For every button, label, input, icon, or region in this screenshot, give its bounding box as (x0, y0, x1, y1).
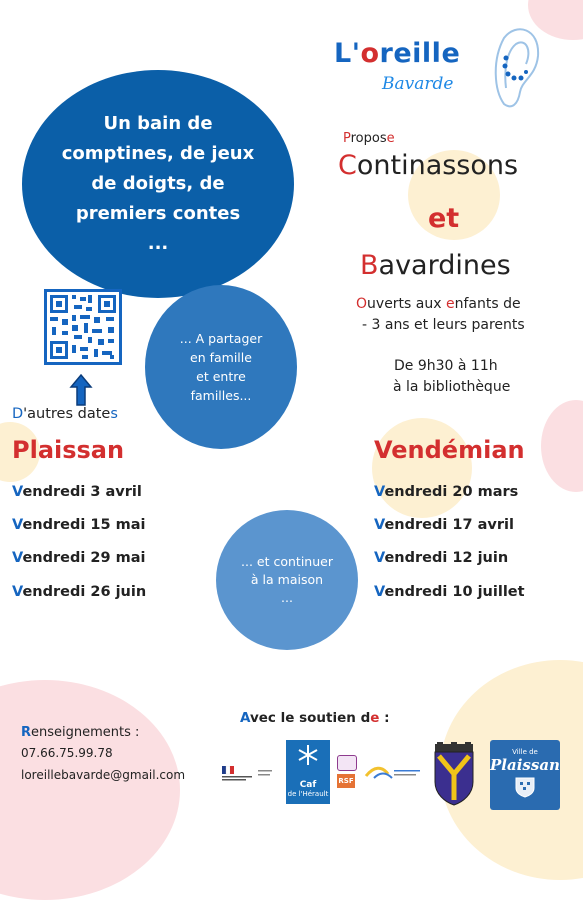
ear-icon (484, 20, 544, 112)
audience-line1: Ouverts aux enfants de (356, 296, 521, 312)
rsf-logo: RSF (337, 774, 355, 788)
plaissan-date-4: Vendredi 26 juin (12, 584, 147, 600)
contact-email[interactable]: loreillebavarde@gmail.com (21, 768, 186, 782)
plaissan-date-2: Vendredi 15 mai (12, 517, 146, 533)
plaissan-date-3: Vendredi 29 mai (12, 550, 146, 566)
deco-pink-bottom-left (0, 680, 180, 900)
snowflake-icon (296, 744, 320, 766)
deco-cream-vendemian (372, 418, 472, 518)
sponsor-wave-logo (364, 764, 424, 782)
share-circle: ... A partager en famille et entre familles... (145, 285, 297, 449)
title-and: et (428, 203, 460, 234)
logo-title: L'oreille (334, 38, 461, 69)
shield-icon (514, 776, 536, 798)
sponsor-small-logo (337, 755, 357, 771)
plaissan-village-logo: Ville de Plaissan (490, 740, 560, 810)
coat-of-arms-logo (431, 742, 477, 806)
home-circle: ... et continuer à la maison ... (216, 510, 358, 650)
deco-pink-right (541, 400, 583, 492)
support-heading: Avec le soutien de : (240, 710, 390, 726)
intro-circle: Un bain de comptines, de jeux de doigts, de premiers contes ... (22, 70, 294, 298)
vendemian-heading: Vendémian (374, 436, 525, 464)
contact-title: Renseignements : (21, 725, 140, 740)
vendemian-date-1: Vendredi 20 mars (374, 484, 519, 500)
title-bavardines: Bavardines (360, 250, 511, 281)
logo-subtitle: Bavarde (382, 74, 454, 94)
vendemian-date-4: Vendredi 10 juillet (374, 584, 525, 600)
vendemian-date-2: Vendredi 17 avril (374, 517, 514, 533)
plaissan-heading: Plaissan (12, 436, 125, 464)
schedule-place: à la bibliothèque (393, 379, 511, 395)
schedule-time: De 9h30 à 11h (394, 358, 498, 374)
vendemian-date-3: Vendredi 12 juin (374, 550, 509, 566)
propose-label: Propose (343, 131, 395, 146)
plaissan-date-1: Vendredi 3 avril (12, 484, 142, 500)
caf-logo: Caf de l'Hérault (286, 740, 330, 804)
republique-francaise-logo (222, 766, 274, 782)
other-dates-label: D'autres dates (12, 406, 118, 422)
qr-code[interactable] (44, 289, 122, 365)
title-continassons: Continassons (338, 150, 519, 181)
audience-line2: - 3 ans et leurs parents (362, 317, 525, 333)
arrow-up-icon (69, 373, 93, 407)
contact-phone[interactable]: 07.66.75.99.78 (21, 746, 113, 760)
